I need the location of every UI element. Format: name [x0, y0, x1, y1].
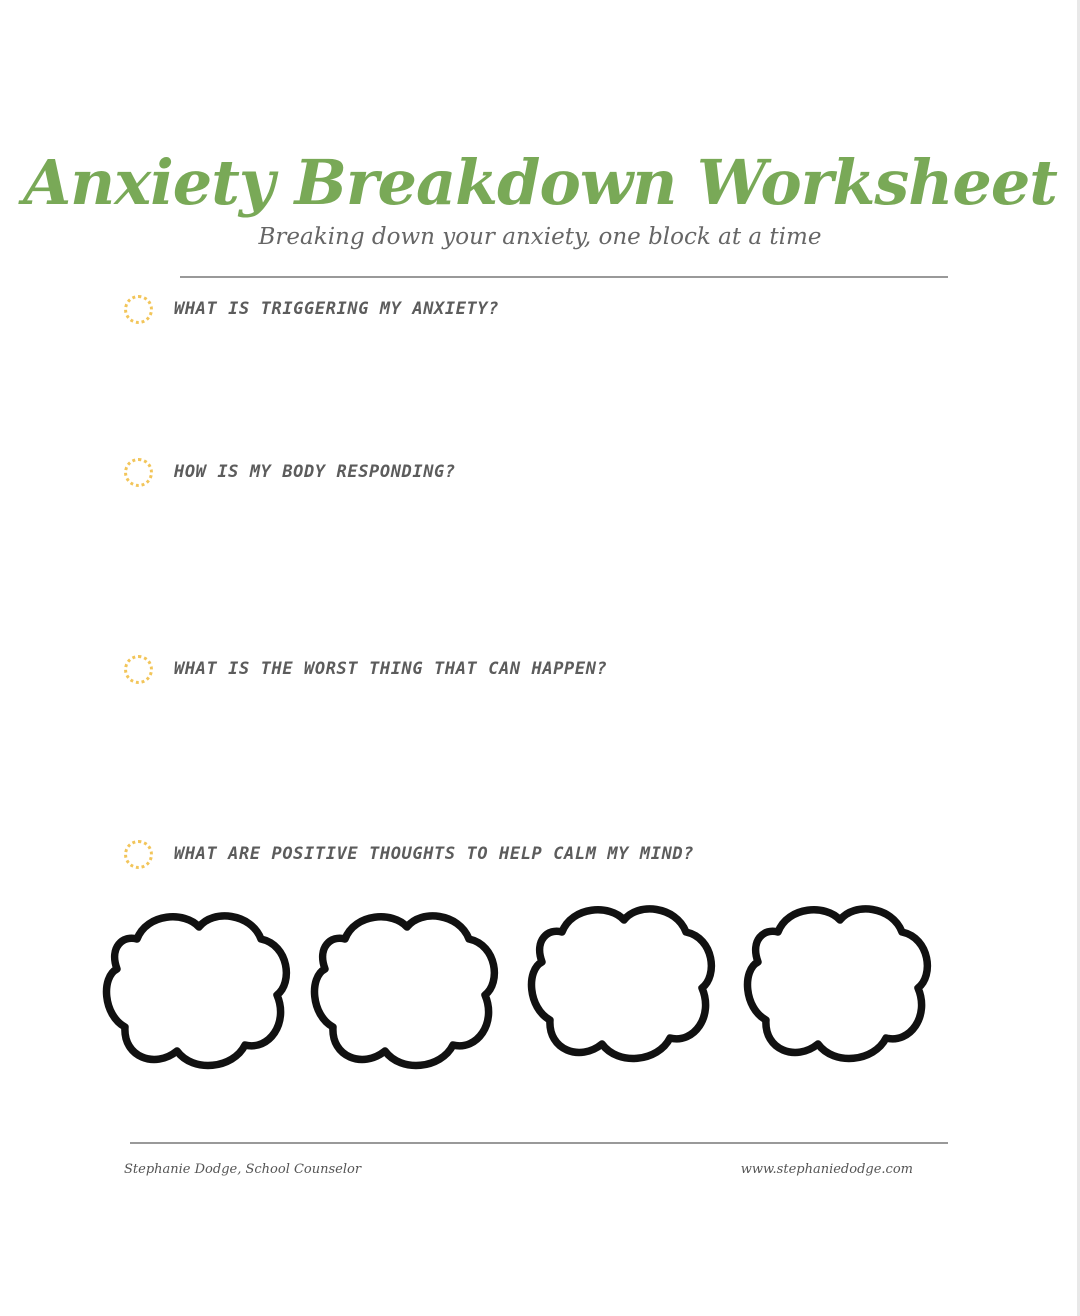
page-title: Anxiety Breakdown Worksheet — [23, 146, 1057, 219]
question-label: HOW IS MY BODY RESPONDING? — [174, 462, 456, 482]
footer-website-link[interactable]: www.stephaniedodge.com — [740, 1162, 913, 1177]
cloud-icon — [315, 916, 495, 1065]
cloud-icon — [748, 909, 928, 1058]
question-label: WHAT IS TRIGGERING MY ANXIETY? — [174, 299, 500, 319]
footer-divider — [130, 1142, 948, 1144]
footer-author: Stephanie Dodge, School Counselor — [124, 1162, 362, 1177]
question-label: WHAT IS THE WORST THING THAT CAN HAPPEN? — [174, 659, 608, 679]
question-label: WHAT ARE POSITIVE THOUGHTS TO HELP CALM MY MIND? — [174, 844, 695, 864]
page-subtitle: Breaking down your anxiety, one block at a time — [258, 224, 822, 250]
cloud-icon — [532, 909, 712, 1058]
cloud-icon — [107, 916, 287, 1065]
